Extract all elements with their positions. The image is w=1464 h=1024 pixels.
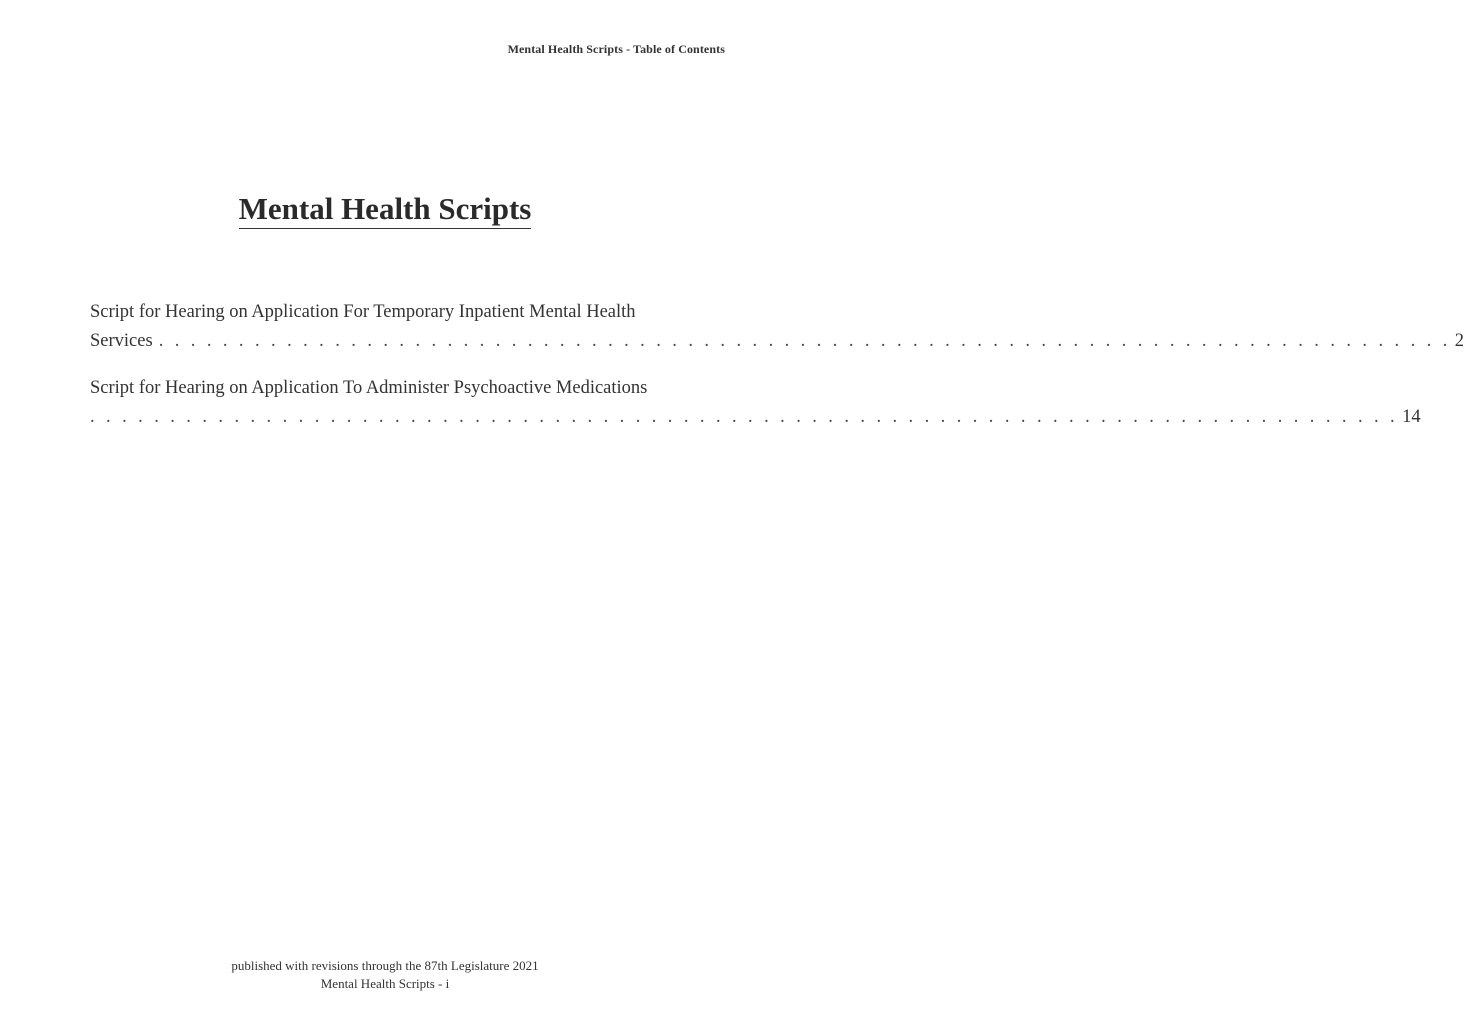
footer-page-label: Mental Health Scripts - i <box>320 976 450 991</box>
page-footer <box>0 957 770 993</box>
toc-entry[interactable] <box>90 298 1464 356</box>
toc-page-number: 14 <box>1402 407 1421 427</box>
toc-entry-title-continued: Services <box>90 331 153 351</box>
toc-entry-continuation <box>90 403 1421 432</box>
dot-leader: . . . . . . . . . . . . . . . . . . . . . . . . . . . . . . . . . . . . . . . . . . . . . . . . . . . . . . . . . . . . . . . . . . . . . . . . . . . . . . . . . . <box>90 407 1399 427</box>
toc-entry-title: Script for Hearing on Application For Temporary Inpatient Mental Health <box>90 302 636 322</box>
document-title-text: Mental Health Scripts <box>239 190 532 229</box>
toc-entry-title: Script for Hearing on Application To Administer Psychoactive Medications <box>90 378 648 398</box>
running-header: Mental Health Scripts - Table of Contents <box>507 42 725 56</box>
toc-page-number: 2 <box>1454 331 1464 351</box>
dot-leader: . . . . . . . . . . . . . . . . . . . . . . . . . . . . . . . . . . . . . . . . . . . . . . . . . . . . . . . . . . . . . . . . . . . . . . . . . . . . . . . . . <box>158 331 1451 351</box>
toc-entry[interactable] <box>90 374 1421 432</box>
document-title <box>0 190 770 229</box>
footer-publication-note: published with revisions through the 87th Legislature 2021 <box>231 958 539 973</box>
table-of-contents <box>90 298 1464 450</box>
toc-entry-continuation <box>90 327 1464 356</box>
